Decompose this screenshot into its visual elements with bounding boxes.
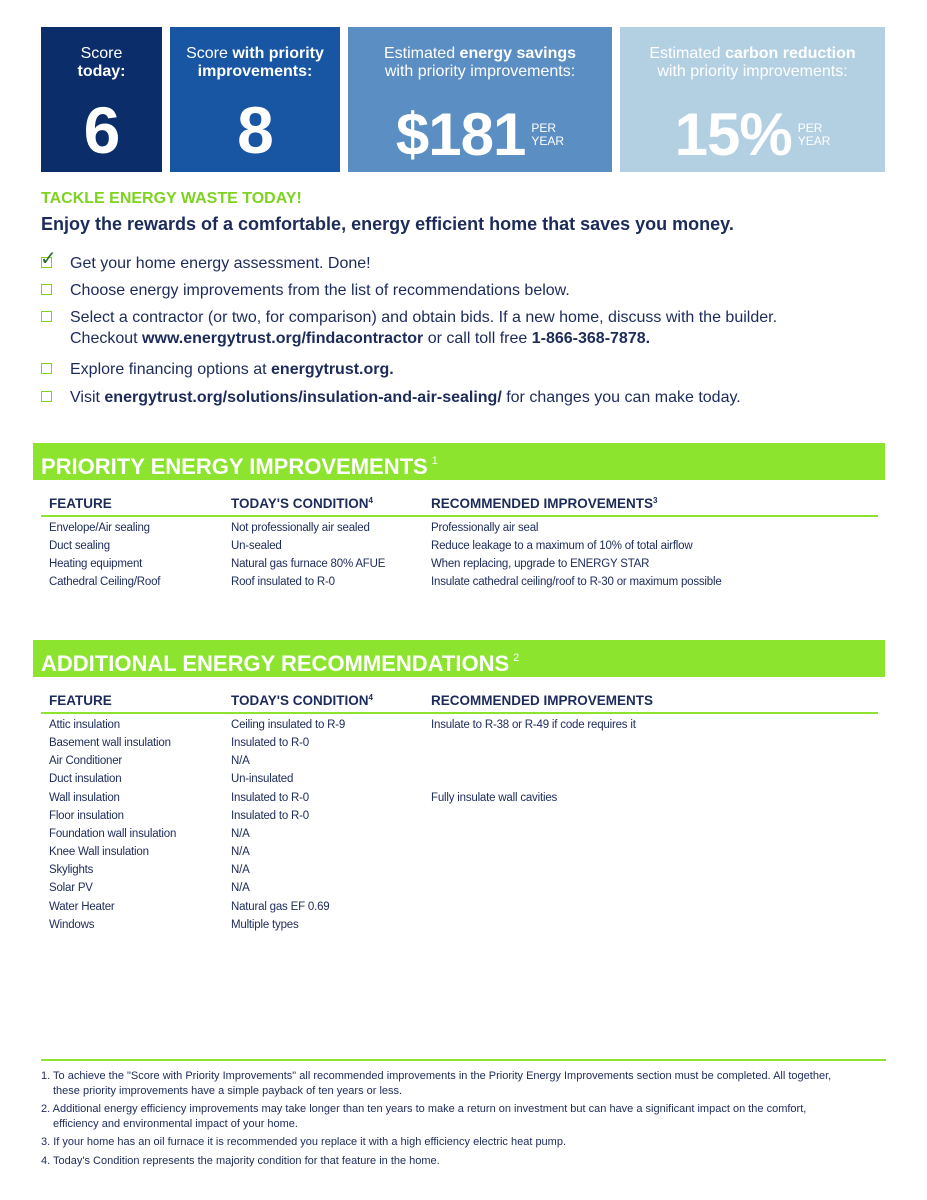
savings-label-b: energy savings [459, 45, 577, 62]
tackle-heading: TACKLE ENERGY WASTE TODAY! [41, 190, 302, 207]
condition-cell: Roof insulated to R-0 [231, 576, 335, 588]
footnote-2-text: 2. Additional energy efficiency improvements may take longer than ten years to make a return on investment but can have a significant impact on the comfort, [41, 1103, 807, 1115]
table-row [49, 719, 869, 737]
checkbox-icon [41, 284, 52, 295]
condition-cell: Not professionally air sealed [231, 522, 370, 534]
priority-sup: 1 [431, 455, 438, 467]
footnote-1-cont: these priority improvements have a simple payback of ten years or less. [53, 1085, 403, 1097]
financing-link[interactable]: energytrust.org. [271, 361, 394, 378]
footnote-rule [41, 1059, 886, 1061]
table-row [49, 522, 869, 540]
priority-col-improvements-sup: 3 [653, 496, 658, 505]
carbon-value: 15% [674, 101, 792, 168]
table-row [49, 919, 869, 937]
condition-cell: Un-sealed [231, 540, 282, 552]
condition-cell: Multiple types [231, 919, 299, 931]
insulation-link[interactable]: energytrust.org/solutions/insulation-and-air-sealing/ [104, 389, 502, 406]
priority-title: PRIORITY ENERGY IMPROVEMENTS [41, 454, 428, 479]
phone-number: 1-866-368-7878. [531, 330, 651, 347]
score-priority-label: Score [186, 45, 233, 62]
improvement-cell: Insulate cathedral ceiling/roof to R-30 or maximum possible [431, 576, 722, 588]
table-row [49, 576, 869, 594]
carbon-label-line2: with priority improvements: [657, 63, 848, 80]
priority-col-condition-label: TODAY'S CONDITION [231, 496, 369, 511]
footnote-1 [41, 1069, 876, 1099]
score-today-value: 6 [83, 93, 120, 167]
table-row [49, 737, 869, 755]
table-row [49, 792, 869, 810]
feature-cell: Water Heater [49, 901, 115, 913]
additional-sup: 2 [513, 652, 520, 664]
checkbox-icon [41, 311, 52, 322]
carbon-per: PER [797, 121, 823, 135]
carbon-box [620, 27, 885, 172]
feature-cell: Air Conditioner [49, 755, 123, 767]
footnote-4: 4. Today's Condition represents the majority condition for that feature in the home. [41, 1155, 440, 1167]
checklist-item-text: Select a contractor (or two, for comparison) and obtain bids. If a new home, discuss with the builder. [70, 309, 778, 326]
feature-cell: Basement wall insulation [49, 737, 171, 749]
additional-col-improvements: RECOMMENDED IMPROVEMENTS [431, 693, 654, 708]
carbon-label-a: Estimated [649, 45, 725, 62]
carbon-label-b: carbon reduction [724, 45, 856, 62]
carbon-year: YEAR [797, 134, 831, 148]
feature-cell: Attic insulation [49, 719, 120, 731]
score-today-box [41, 27, 162, 172]
footnote-1-text: 1. To achieve the "Score with Priority Improvements" all recommended improvements in the Priority Energy Improvements section must be completed. All together, [41, 1070, 832, 1082]
additional-title: ADDITIONAL ENERGY RECOMMENDATIONS [41, 651, 510, 676]
checkbox-icon [41, 363, 52, 374]
feature-cell: Duct sealing [49, 540, 110, 552]
condition-cell: Un-insulated [231, 773, 294, 785]
priority-col-improvements [431, 496, 657, 511]
feature-cell: Windows [49, 919, 95, 931]
condition-cell: Insulated to R-0 [231, 792, 309, 804]
checklist-item-choose [41, 280, 861, 301]
score-today-label: Score [80, 45, 123, 62]
condition-cell: Natural gas EF 0.69 [231, 901, 330, 913]
condition-cell: N/A [231, 882, 250, 894]
table-row [49, 846, 869, 864]
feature-cell: Heating equipment [49, 558, 143, 570]
condition-cell: N/A [231, 828, 250, 840]
table-row [49, 864, 869, 882]
checklist-item-visit [41, 387, 861, 408]
condition-cell: N/A [231, 864, 250, 876]
savings-year: YEAR [531, 134, 565, 148]
footnote-2 [41, 1102, 876, 1132]
additional-col-condition-label: TODAY'S CONDITION [231, 693, 369, 708]
feature-cell: Wall insulation [49, 792, 120, 804]
feature-cell: Skylights [49, 864, 94, 876]
feature-cell: Foundation wall insulation [49, 828, 177, 840]
priority-header-rule [41, 515, 878, 517]
savings-box [348, 27, 612, 172]
improvement-cell: Fully insulate wall cavities [431, 792, 558, 804]
priority-col-condition-sup: 4 [368, 496, 373, 505]
feature-cell: Envelope/Air sealing [49, 522, 150, 534]
condition-cell: Insulated to R-0 [231, 737, 309, 749]
score-today-label-bold: today: [77, 63, 126, 80]
checkbox-icon [41, 391, 52, 402]
footnote-2-cont: efficiency and environmental impact of your home. [53, 1118, 298, 1130]
table-row [49, 828, 869, 846]
score-priority-value: 8 [237, 93, 273, 167]
additional-col-condition [231, 693, 373, 708]
feature-cell: Solar PV [49, 882, 93, 894]
priority-col-improvements-label: RECOMMENDED IMPROVEMENTS [431, 496, 654, 511]
additional-col-condition-sup: 4 [368, 693, 373, 702]
condition-cell: N/A [231, 755, 250, 767]
checklist-text-pre: Visit [70, 389, 105, 406]
contractor-link[interactable]: www.energytrust.org/findacontractor [142, 330, 424, 347]
subhead: Enjoy the rewards of a comfortable, energy efficient home that saves you money. [41, 214, 734, 234]
improvement-cell: Reduce leakage to a maximum of 10% of total airflow [431, 540, 693, 552]
checklist-item-financing [41, 359, 861, 380]
savings-per: PER [531, 121, 557, 135]
condition-cell: N/A [231, 846, 250, 858]
additional-band [33, 640, 885, 677]
checklist-item-assessment [40, 248, 861, 274]
footnote-3: 3. If your home has an oil furnace it is recommended you replace it with a high efficiency electric heat pump. [41, 1136, 567, 1148]
checklist-text-mid: or call toll free [423, 330, 532, 347]
improvement-cell: Professionally air seal [431, 522, 539, 534]
checklist-text-pre: Explore financing options at [70, 361, 272, 378]
checklist-text-post: for changes you can make today. [501, 389, 741, 406]
savings-value: $181 [395, 101, 526, 168]
score-priority-label-bold-b: improvements: [197, 63, 313, 80]
additional-col-feature: FEATURE [49, 693, 112, 708]
table-row [49, 882, 869, 900]
checklist-item-text: Choose energy improvements from the list of recommendations below. [70, 282, 570, 299]
table-row [49, 558, 869, 576]
feature-cell: Duct insulation [49, 773, 122, 785]
savings-label-line2: with priority improvements: [384, 63, 576, 80]
table-row [49, 901, 869, 919]
feature-cell: Floor insulation [49, 810, 124, 822]
checkmark-icon: ✓ [40, 248, 57, 270]
checklist-text-pre: Checkout [70, 330, 143, 347]
table-row [49, 755, 869, 773]
condition-cell: Natural gas furnace 80% AFUE [231, 558, 386, 570]
condition-cell: Ceiling insulated to R-9 [231, 719, 346, 731]
priority-band [33, 443, 885, 480]
feature-cell: Knee Wall insulation [49, 846, 149, 858]
table-row [49, 773, 869, 791]
table-row [49, 540, 869, 558]
table-row [49, 810, 869, 828]
feature-cell: Cathedral Ceiling/Roof [49, 576, 161, 588]
priority-col-feature: FEATURE [49, 496, 112, 511]
additional-header-rule [41, 712, 878, 714]
checklist-item-text: Get your home energy assessment. Done! [70, 255, 371, 272]
improvement-cell: Insulate to R-38 or R-49 if code requires it [431, 719, 636, 731]
checklist-item-contractor [41, 307, 861, 349]
savings-label-a: Estimated [383, 45, 460, 62]
score-priority-label-bold-a: with priority [232, 45, 324, 62]
condition-cell: Insulated to R-0 [231, 810, 309, 822]
improvement-cell: When replacing, upgrade to ENERGY STAR [431, 558, 650, 570]
score-priority-box [170, 27, 340, 172]
priority-col-condition [231, 496, 373, 511]
